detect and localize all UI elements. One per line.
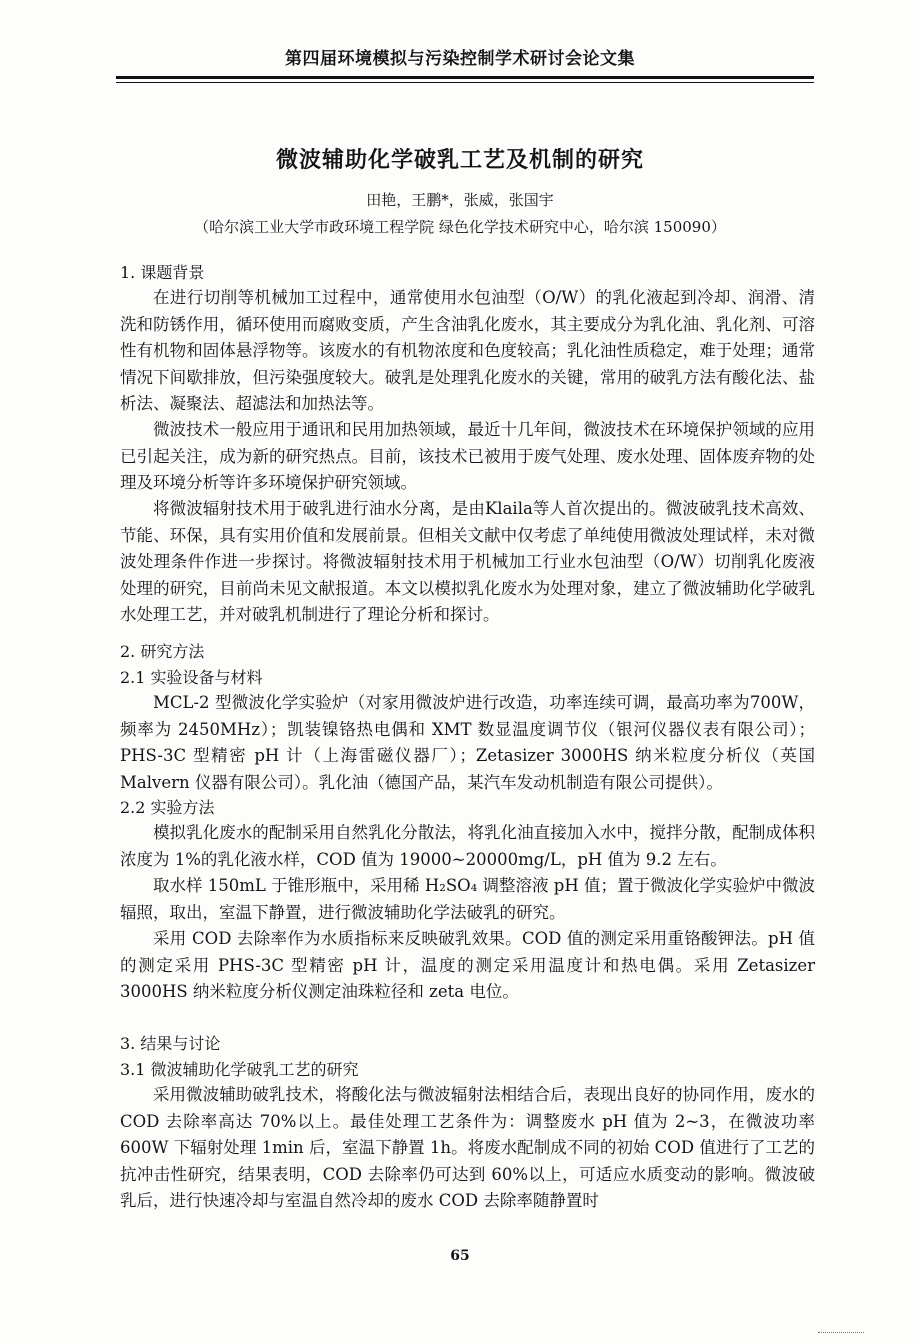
section-2-2-paragraph: 模拟乳化废水的配制采用自然乳化分散法，将乳化油直接加入水中，搅拌分散，配制成体积浓度为 1%的乳化液水样，COD 值为 19000~20000mg/L，pH 值为 9.2 左右。 [120,823,815,869]
section-2-2-paragraph: 采用 COD 去除率作为水质指标来反映破乳效果。COD 值的测定采用重铬酸钾法。pH 值的测定采用 PHS-3C 型精密 pH 计，温度的测定采用温度计和热电偶。采用 Zetasizer 3000HS 纳米粒度分析仪测定油珠粒径和 zeta 电位。 [120,929,815,1001]
section-1-paragraph: 在进行切削等机械加工过程中，通常使用水包油型（O/W）的乳化液起到冷却、润滑、清洗和防锈作用，循环使用而腐败变质，产生含油乳化废水，其主要成分为乳化油、乳化剂、可溶性有机物和固体悬浮物等。该废水的有机物浓度和色度较高；乳化油性质稳定，难于处理；通常情况下间歇排放，但污染强度较大。破乳是处理乳化废水的关键，常用的破乳方法有酸化法、盐析法、凝聚法、超滤法和加热法等。 [120,288,815,413]
section-2-2-paragraph: 取水样 150mL 于锥形瓶中，采用稀 H₂SO₄ 调整溶液 pH 值；置于微波化学实验炉中微波辐照，取出，室温下静置，进行微波辅助化学法破乳的研究。 [120,876,815,922]
section-1-paragraph: 将微波辐射技术用于破乳进行油水分离，是由Klaila等人首次提出的。微波破乳技术高效、节能、环保，具有实用价值和发展前景。但相关文献中仅考虑了单纯使用微波处理试样，未对微波处理条件作进一步探讨。将微波辐射技术用于机械加工行业水包油型（O/W）切削乳化废液处理的研究，目前尚未见文献报道。本文以模拟乳化废水为处理对象，建立了微波辅助化学破乳水处理工艺，并对破乳机制进行了理论分析和探讨。 [120,499,815,624]
section-1-heading: 1. 课题背景 [120,263,205,282]
section-2-1-paragraph: MCL-2 型微波化学实验炉（对家用微波炉进行改造，功率连续可调，最高功率为700W，频率为 2450MHz）；凯装镍铬热电偶和 XMT 数显温度调节仪（银河仪器仪表有限公司）；PHS-3C 型精密 pH 计（上海雷磁仪器厂）；Zetasizer 3000HS 纳米粒度分析仪（英国 Malvern 仪器有限公司）。乳化油（德国产品，某汽车发动机制造有限公司提供）。 [120,693,815,792]
subsection-2-2-heading: 2.2 实验方法 [120,798,215,817]
affiliation: （哈尔滨工业大学市政环境工程学院 绿色化学技术研究中心，哈尔滨 150090） [194,218,726,236]
header-rule-thin [116,82,814,83]
section-3-1-paragraph: 采用微波辅助破乳技术，将酸化法与微波辐射法相结合后，表现出良好的协同作用，废水的 COD 去除率高达 70%以上。最佳处理工艺条件为：调整废水 pH 值为 2~3，在微波功率 600W 下辐射处理 1min 后，室温下静置 1h。将废水配制成不同的初始 COD 值进行了工艺的抗冲击性研究，结果表明，COD 去除率仍可达到 60%以上，可适应水质变动的影响。微波破乳后，进行快速冷却与室温自然冷却的废水 COD 去除率随静置时 [120,1085,815,1210]
subsection-3-1-heading: 3.1 微波辅助化学破乳工艺的研究 [120,1060,359,1079]
scan-artifact [818,1332,864,1333]
page-number: 65 [450,1248,470,1264]
section-3-heading: 3. 结果与讨论 [120,1034,221,1053]
section-1-paragraph: 微波技术一般应用于通讯和民用加热领域，最近十几年间，微波技术在环境保护领域的应用已引起关注，成为新的研究热点。目前，该技术已被用于废气处理、废水处理、固体废弃物的处理及环境分析等许多环境保护研究领域。 [120,420,815,492]
section-2-heading: 2. 研究方法 [120,642,205,661]
header-rule-thick [116,76,814,79]
journal-header: 第四届环境模拟与污染控制学术研讨会论文集 [285,49,635,69]
subsection-2-1-heading: 2.1 实验设备与材料 [120,668,263,687]
author-list: 田艳，王鹏*，张威，张国宇 [366,191,554,209]
paper-title: 微波辅助化学破乳工艺及机制的研究 [275,148,644,173]
